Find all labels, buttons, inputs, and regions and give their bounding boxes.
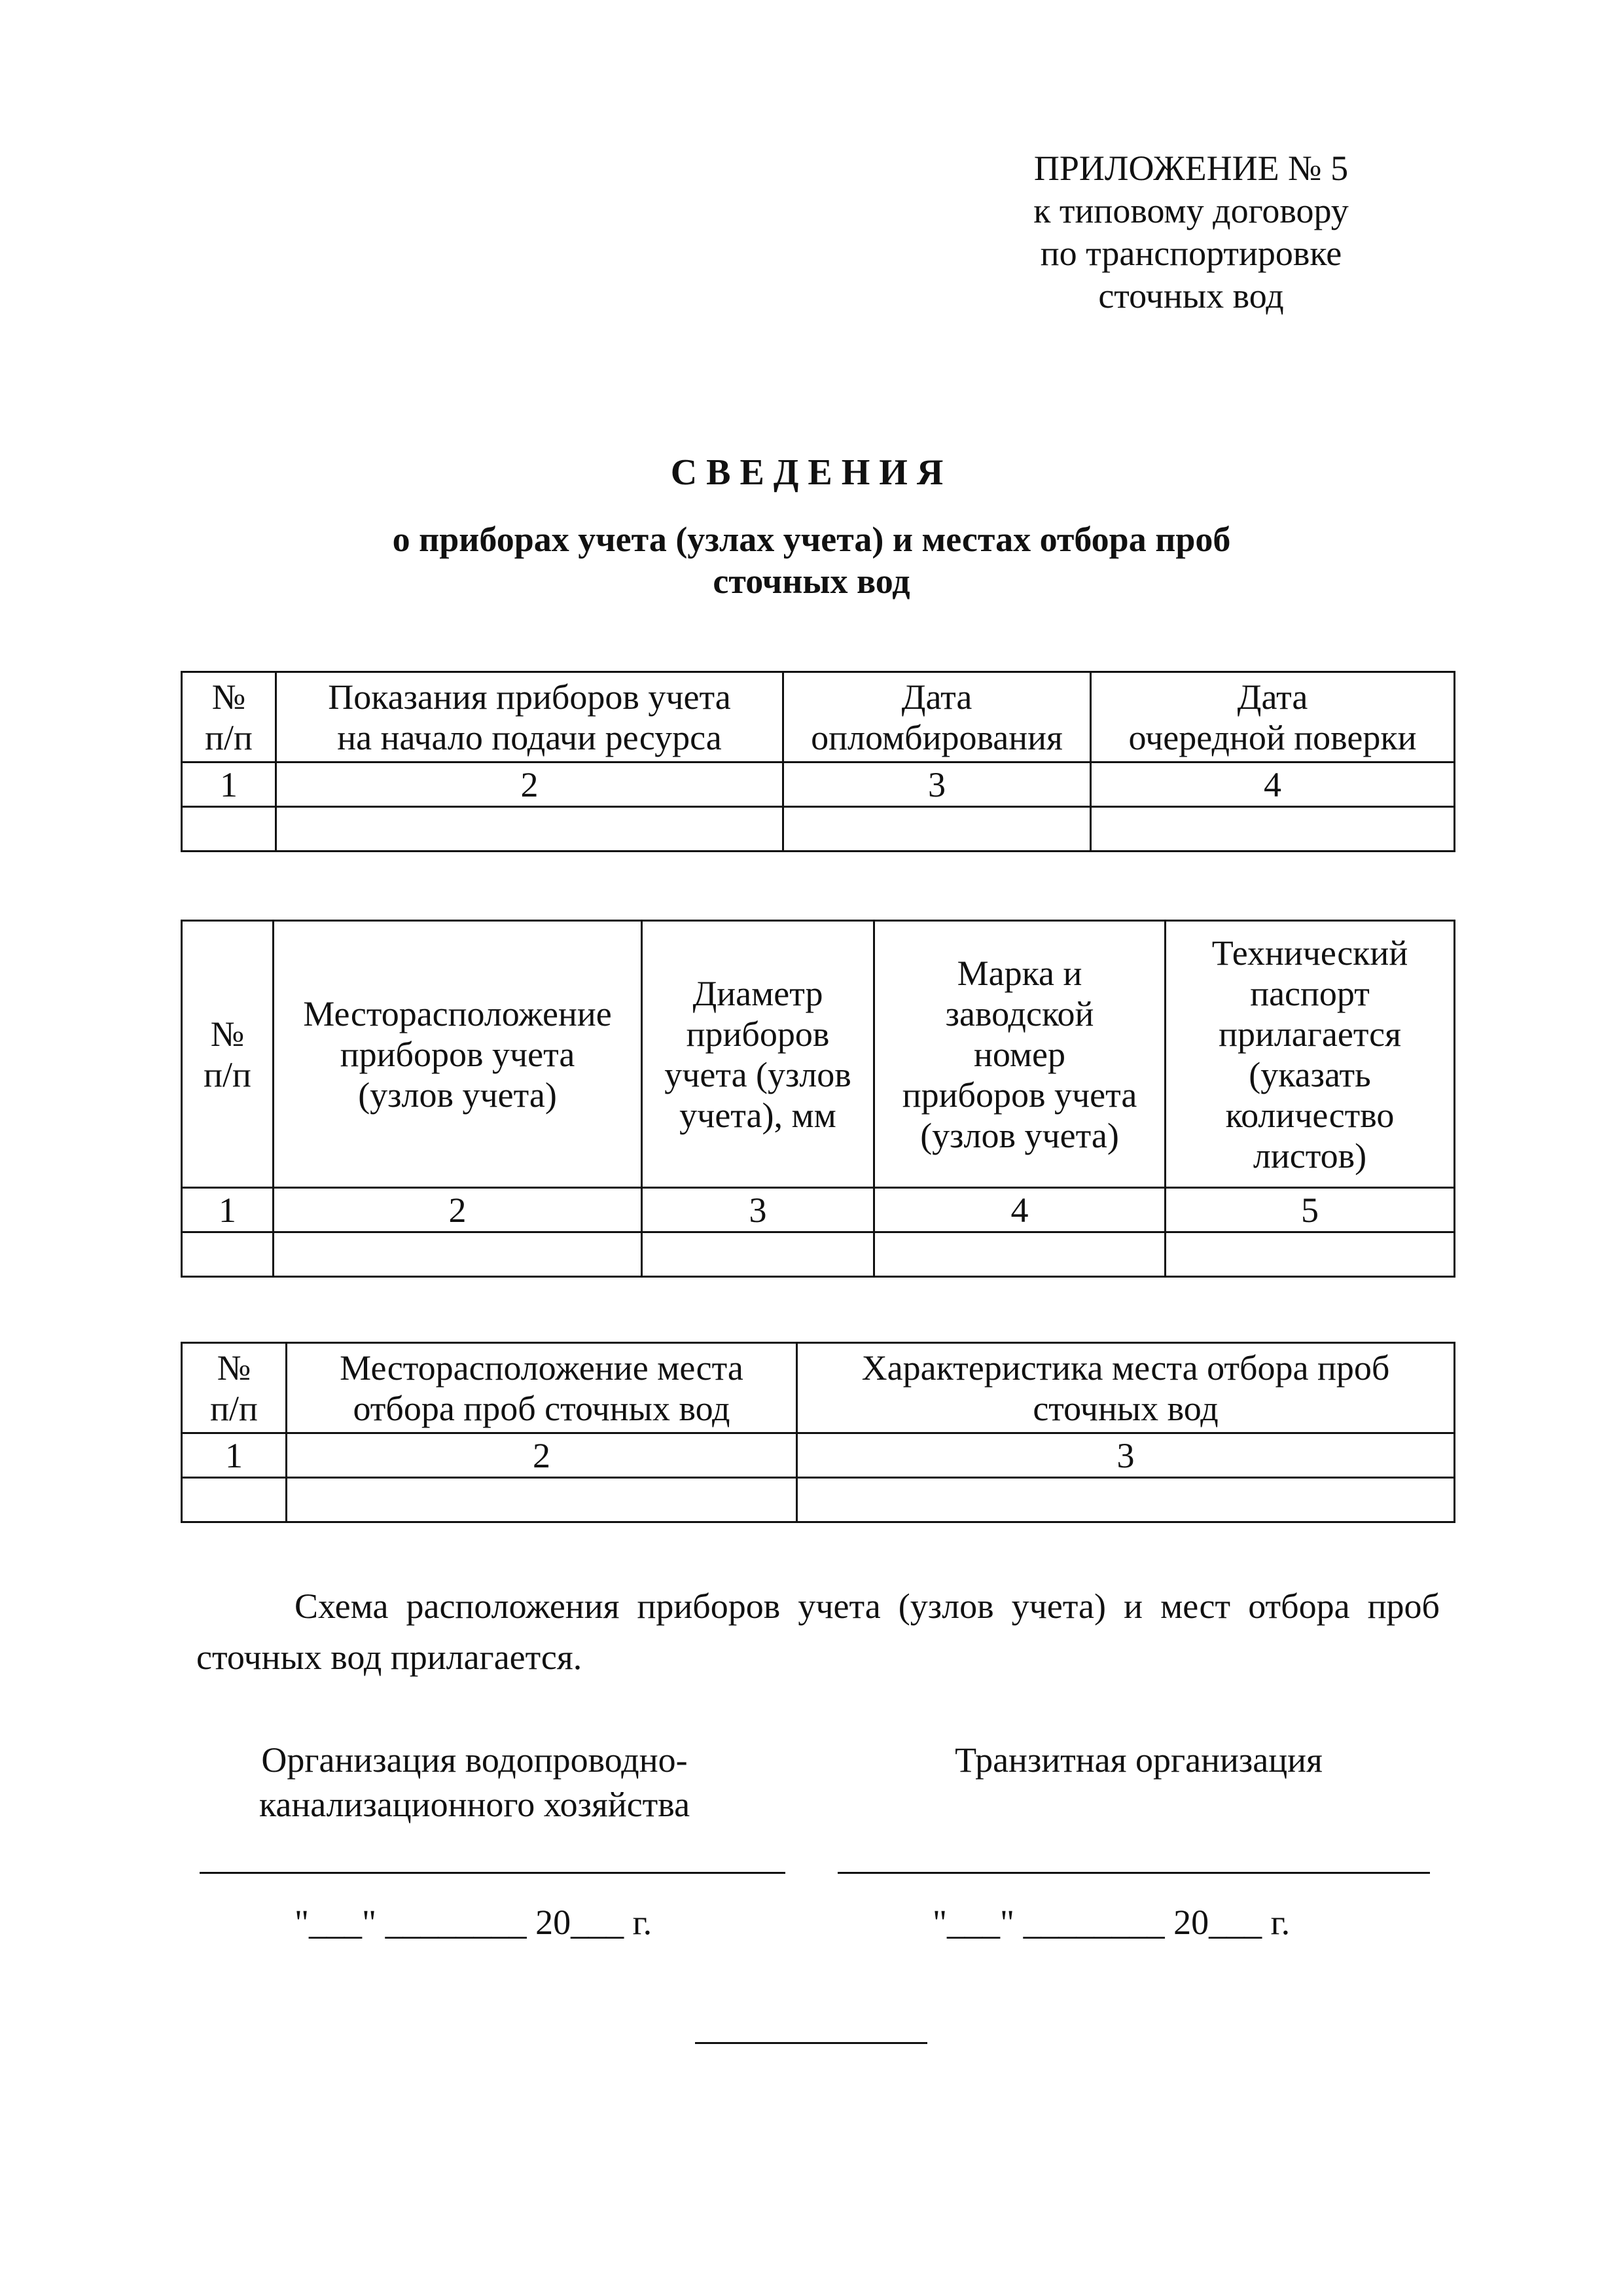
header-text: учета (узлов (664, 1054, 851, 1094)
appendix-line: сточных вод (1098, 276, 1284, 315)
water-utility-signature-line[interactable] (200, 1872, 785, 1874)
header-text: паспорт (1250, 973, 1370, 1013)
meter-locations-table (181, 920, 1455, 1278)
header-text: учета), мм (679, 1095, 836, 1135)
appendix-line: к типовому договору (1033, 191, 1349, 230)
meter-readings-table (181, 671, 1455, 852)
table-header-row (182, 1343, 1455, 1433)
transit-organization-signature-label (870, 1738, 1407, 1782)
empty-cell[interactable] (276, 807, 783, 852)
header-text: очередной поверки (1128, 717, 1417, 757)
column-number: 2 (274, 1188, 642, 1232)
table-row (182, 807, 1455, 852)
table-header-row (182, 672, 1455, 762)
column-number: 2 (276, 762, 783, 807)
header-text: Месторасположение места (340, 1348, 743, 1388)
empty-cell[interactable] (1091, 807, 1455, 852)
table-row (182, 1478, 1455, 1522)
header-text: (узлов учета) (920, 1115, 1119, 1155)
transit-organization-signature-line[interactable] (838, 1872, 1430, 1874)
transit-organization-date-field[interactable]: "___" ________ 20___ г. (933, 1903, 1291, 1942)
header-cell (1091, 672, 1455, 762)
header-text: заводской (945, 994, 1094, 1033)
empty-cell[interactable] (783, 807, 1091, 852)
header-text: № (217, 1348, 251, 1388)
header-text: (узлов учета) (358, 1075, 557, 1115)
header-text: опломбирования (811, 717, 1063, 757)
signature-label-line: канализационного хозяйства (259, 1785, 690, 1824)
water-utility-signature-label (196, 1738, 753, 1827)
column-number: 5 (1166, 1188, 1455, 1232)
empty-cell[interactable] (287, 1478, 797, 1522)
header-text: Показания приборов учета (328, 677, 731, 717)
header-cell (783, 672, 1091, 762)
empty-cell[interactable] (182, 807, 276, 852)
header-text: Месторасположение (303, 994, 612, 1033)
appendix-block (969, 147, 1414, 317)
header-text: на начало подачи ресурса (337, 717, 722, 757)
column-number: 2 (287, 1433, 797, 1478)
header-text: листов) (1253, 1136, 1367, 1175)
empty-cell[interactable] (874, 1232, 1166, 1277)
header-text: № (210, 1014, 245, 1054)
empty-cell[interactable] (274, 1232, 642, 1277)
column-number: 1 (182, 1188, 274, 1232)
header-cell (642, 921, 874, 1188)
empty-cell[interactable] (797, 1478, 1455, 1522)
header-text: п/п (205, 717, 253, 757)
appendix-line: по транспортировке (1040, 234, 1342, 273)
header-text: приборов учета (340, 1034, 575, 1074)
column-number: 1 (182, 762, 276, 807)
scheme-paragraph: Схема расположения приборов учета (узлов учета) и мест отбора проб сточных вод прилагается. (196, 1587, 1440, 1677)
empty-cell[interactable] (182, 1478, 287, 1522)
header-cell (182, 672, 276, 762)
table-header-row (182, 921, 1455, 1188)
header-cell (182, 1343, 287, 1433)
header-text: п/п (210, 1388, 258, 1428)
header-text: (указать (1249, 1054, 1371, 1094)
header-cell (287, 1343, 797, 1433)
header-text: № (211, 677, 246, 717)
header-text: Дата (901, 677, 972, 717)
signature-label-line: Транзитная организация (955, 1740, 1323, 1780)
empty-cell[interactable] (182, 1232, 274, 1277)
header-text: приборов (686, 1014, 830, 1054)
column-number: 1 (182, 1433, 287, 1478)
subtitle-line: сточных вод (713, 562, 910, 601)
table-row (182, 1232, 1455, 1277)
header-text: сточных вод (1033, 1388, 1219, 1428)
signature-label-line: Организация водопроводно- (261, 1740, 688, 1780)
header-cell (276, 672, 783, 762)
header-cell (874, 921, 1166, 1188)
column-number-row (182, 762, 1455, 807)
header-text: номер (973, 1034, 1065, 1074)
empty-cell[interactable] (1166, 1232, 1455, 1277)
appendix-title: ПРИЛОЖЕНИЕ № 5 (1033, 149, 1349, 188)
column-number-row (182, 1188, 1455, 1232)
subtitle-line: о приборах учета (узлах учета) и местах отбора проб (392, 520, 1231, 559)
header-text: Технический (1211, 933, 1408, 973)
column-number-row (182, 1433, 1455, 1478)
column-number: 4 (1091, 762, 1455, 807)
header-text: Дата (1237, 677, 1308, 717)
document-subtitle (249, 518, 1374, 602)
header-text: приборов учета (902, 1075, 1137, 1115)
header-cell (1166, 921, 1455, 1188)
water-utility-date-field[interactable]: "___" ________ 20___ г. (294, 1903, 652, 1942)
header-cell (182, 921, 274, 1188)
header-text: Характеристика места отбора проб (861, 1348, 1390, 1388)
empty-cell[interactable] (642, 1232, 874, 1277)
header-text: прилагается (1219, 1014, 1401, 1054)
header-text: отбора проб сточных вод (353, 1388, 730, 1428)
header-cell (797, 1343, 1455, 1433)
header-text: количество (1225, 1095, 1395, 1135)
end-of-document-rule (695, 2042, 927, 2044)
column-number: 3 (642, 1188, 874, 1232)
header-text: Марка и (957, 953, 1082, 993)
document-title: СВЕДЕНИЯ (670, 452, 953, 493)
header-text: п/п (204, 1054, 251, 1094)
sampling-places-table (181, 1342, 1455, 1523)
header-text: Диаметр (692, 973, 823, 1013)
header-cell (274, 921, 642, 1188)
column-number: 4 (874, 1188, 1166, 1232)
column-number: 3 (783, 762, 1091, 807)
column-number: 3 (797, 1433, 1455, 1478)
